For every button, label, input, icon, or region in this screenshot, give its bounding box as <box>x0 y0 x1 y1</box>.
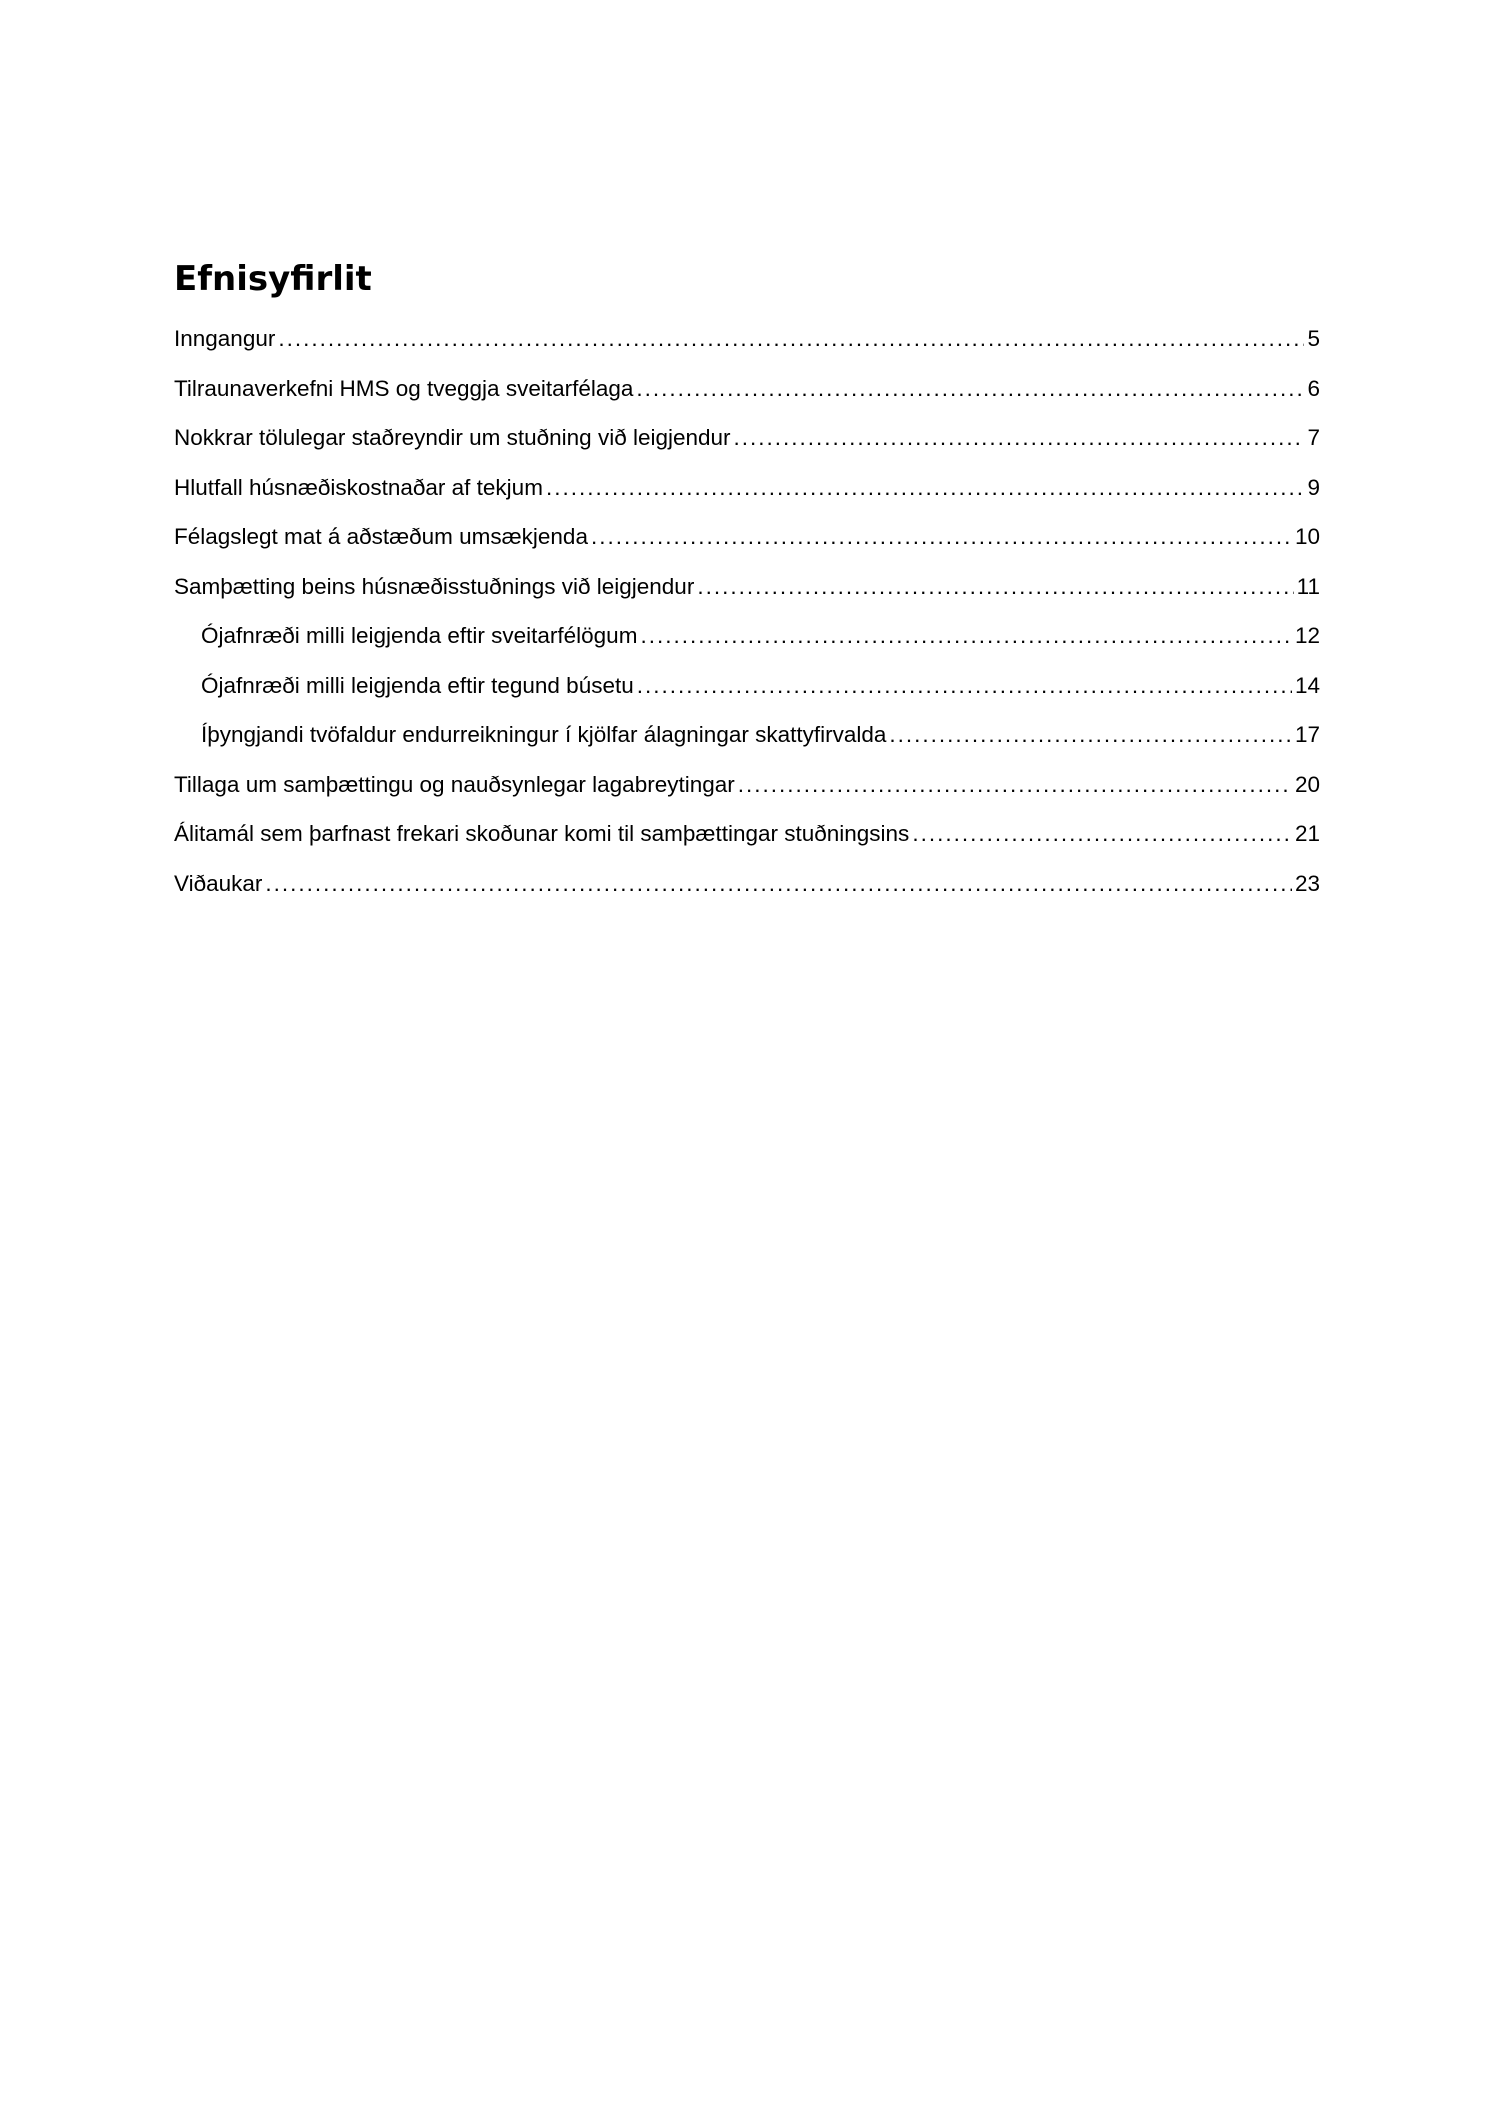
toc-entry-page: 11 <box>1296 573 1320 599</box>
toc-dot-leader <box>697 570 1293 604</box>
toc-entry-text: Tilraunaverkefni HMS og tveggja sveitarfélaga <box>174 375 634 401</box>
toc-entry-text: Álitamál sem þarfnast frekari skoðunar komi til samþættingar stuðningsins <box>174 821 910 846</box>
toc-entry-text: Ójafnræði milli leigjenda eftir sveitarfélögum <box>201 623 638 648</box>
toc-entry-samthaetting[interactable] <box>174 570 1320 620</box>
toc-entry-text: Samþætting beins húsnæðisstuðnings við leigjendur <box>174 573 695 599</box>
toc-entry-page: 12 <box>1294 623 1320 648</box>
toc-dot-leader <box>738 768 1292 802</box>
toc-entry-text: Nokkrar tölulegar staðreyndir um stuðning við leigjendur <box>174 425 731 450</box>
toc-dot-leader <box>637 669 1292 703</box>
toc-entry-text: Hlutfall húsnæðiskostnaðar af tekjum <box>174 474 543 500</box>
toc-dot-leader <box>912 817 1292 851</box>
toc-dot-leader <box>278 322 1304 356</box>
toc-list <box>174 322 1320 916</box>
toc-entry-page: 14 <box>1294 672 1320 698</box>
toc-entry-text: Íþyngjandi tvöfaldur endurreikningur í kjölfar álagningar skattyfirvalda <box>201 722 887 747</box>
toc-dot-leader <box>889 718 1292 752</box>
toc-dot-leader <box>591 520 1292 554</box>
toc-dot-leader <box>636 372 1304 406</box>
toc-entry-page: 17 <box>1294 722 1320 747</box>
toc-entry-page: 21 <box>1294 821 1320 846</box>
toc-entry-tolulegar-stadreyndir[interactable] <box>174 421 1320 471</box>
toc-entry-vidaukar[interactable] <box>174 867 1320 917</box>
toc-entry-page: 23 <box>1294 870 1320 896</box>
toc-entry-page: 6 <box>1307 375 1320 401</box>
toc-dot-leader <box>265 867 1292 901</box>
toc-entry-page: 9 <box>1307 474 1320 500</box>
table-of-contents <box>174 254 1320 916</box>
toc-entry-page: 20 <box>1294 771 1320 797</box>
toc-entry-text: Viðaukar <box>174 870 263 896</box>
toc-entry-text: Inngangur <box>174 326 276 351</box>
toc-entry-page: 5 <box>1307 326 1320 351</box>
toc-entry-alitamal[interactable] <box>174 817 1320 867</box>
toc-subentry-endurreikningur[interactable] <box>174 718 1320 768</box>
toc-entry-page: 7 <box>1307 425 1320 450</box>
toc-entry-text: Ójafnræði milli leigjenda eftir tegund búsetu <box>201 672 634 698</box>
toc-subentry-tegund-busetu[interactable] <box>174 669 1320 719</box>
toc-entry-felagslegt-mat[interactable] <box>174 520 1320 570</box>
toc-entry-tillaga[interactable] <box>174 768 1320 818</box>
toc-title: Efnisyfirlit <box>174 259 372 299</box>
toc-dot-leader <box>640 619 1292 653</box>
toc-entry-inngangur[interactable] <box>174 322 1320 372</box>
toc-entry-page: 10 <box>1294 524 1320 549</box>
toc-entry-text: Tillaga um samþættingu og nauðsynlegar lagabreytingar <box>174 771 735 797</box>
toc-entry-hlutfall[interactable] <box>174 471 1320 521</box>
toc-dot-leader <box>734 421 1305 455</box>
toc-entry-text: Félagslegt mat á aðstæðum umsækjenda <box>174 524 588 549</box>
toc-entry-tilraunaverkefni[interactable] <box>174 372 1320 422</box>
toc-subentry-sveitarfelogum[interactable] <box>174 619 1320 669</box>
toc-dot-leader <box>546 471 1305 505</box>
